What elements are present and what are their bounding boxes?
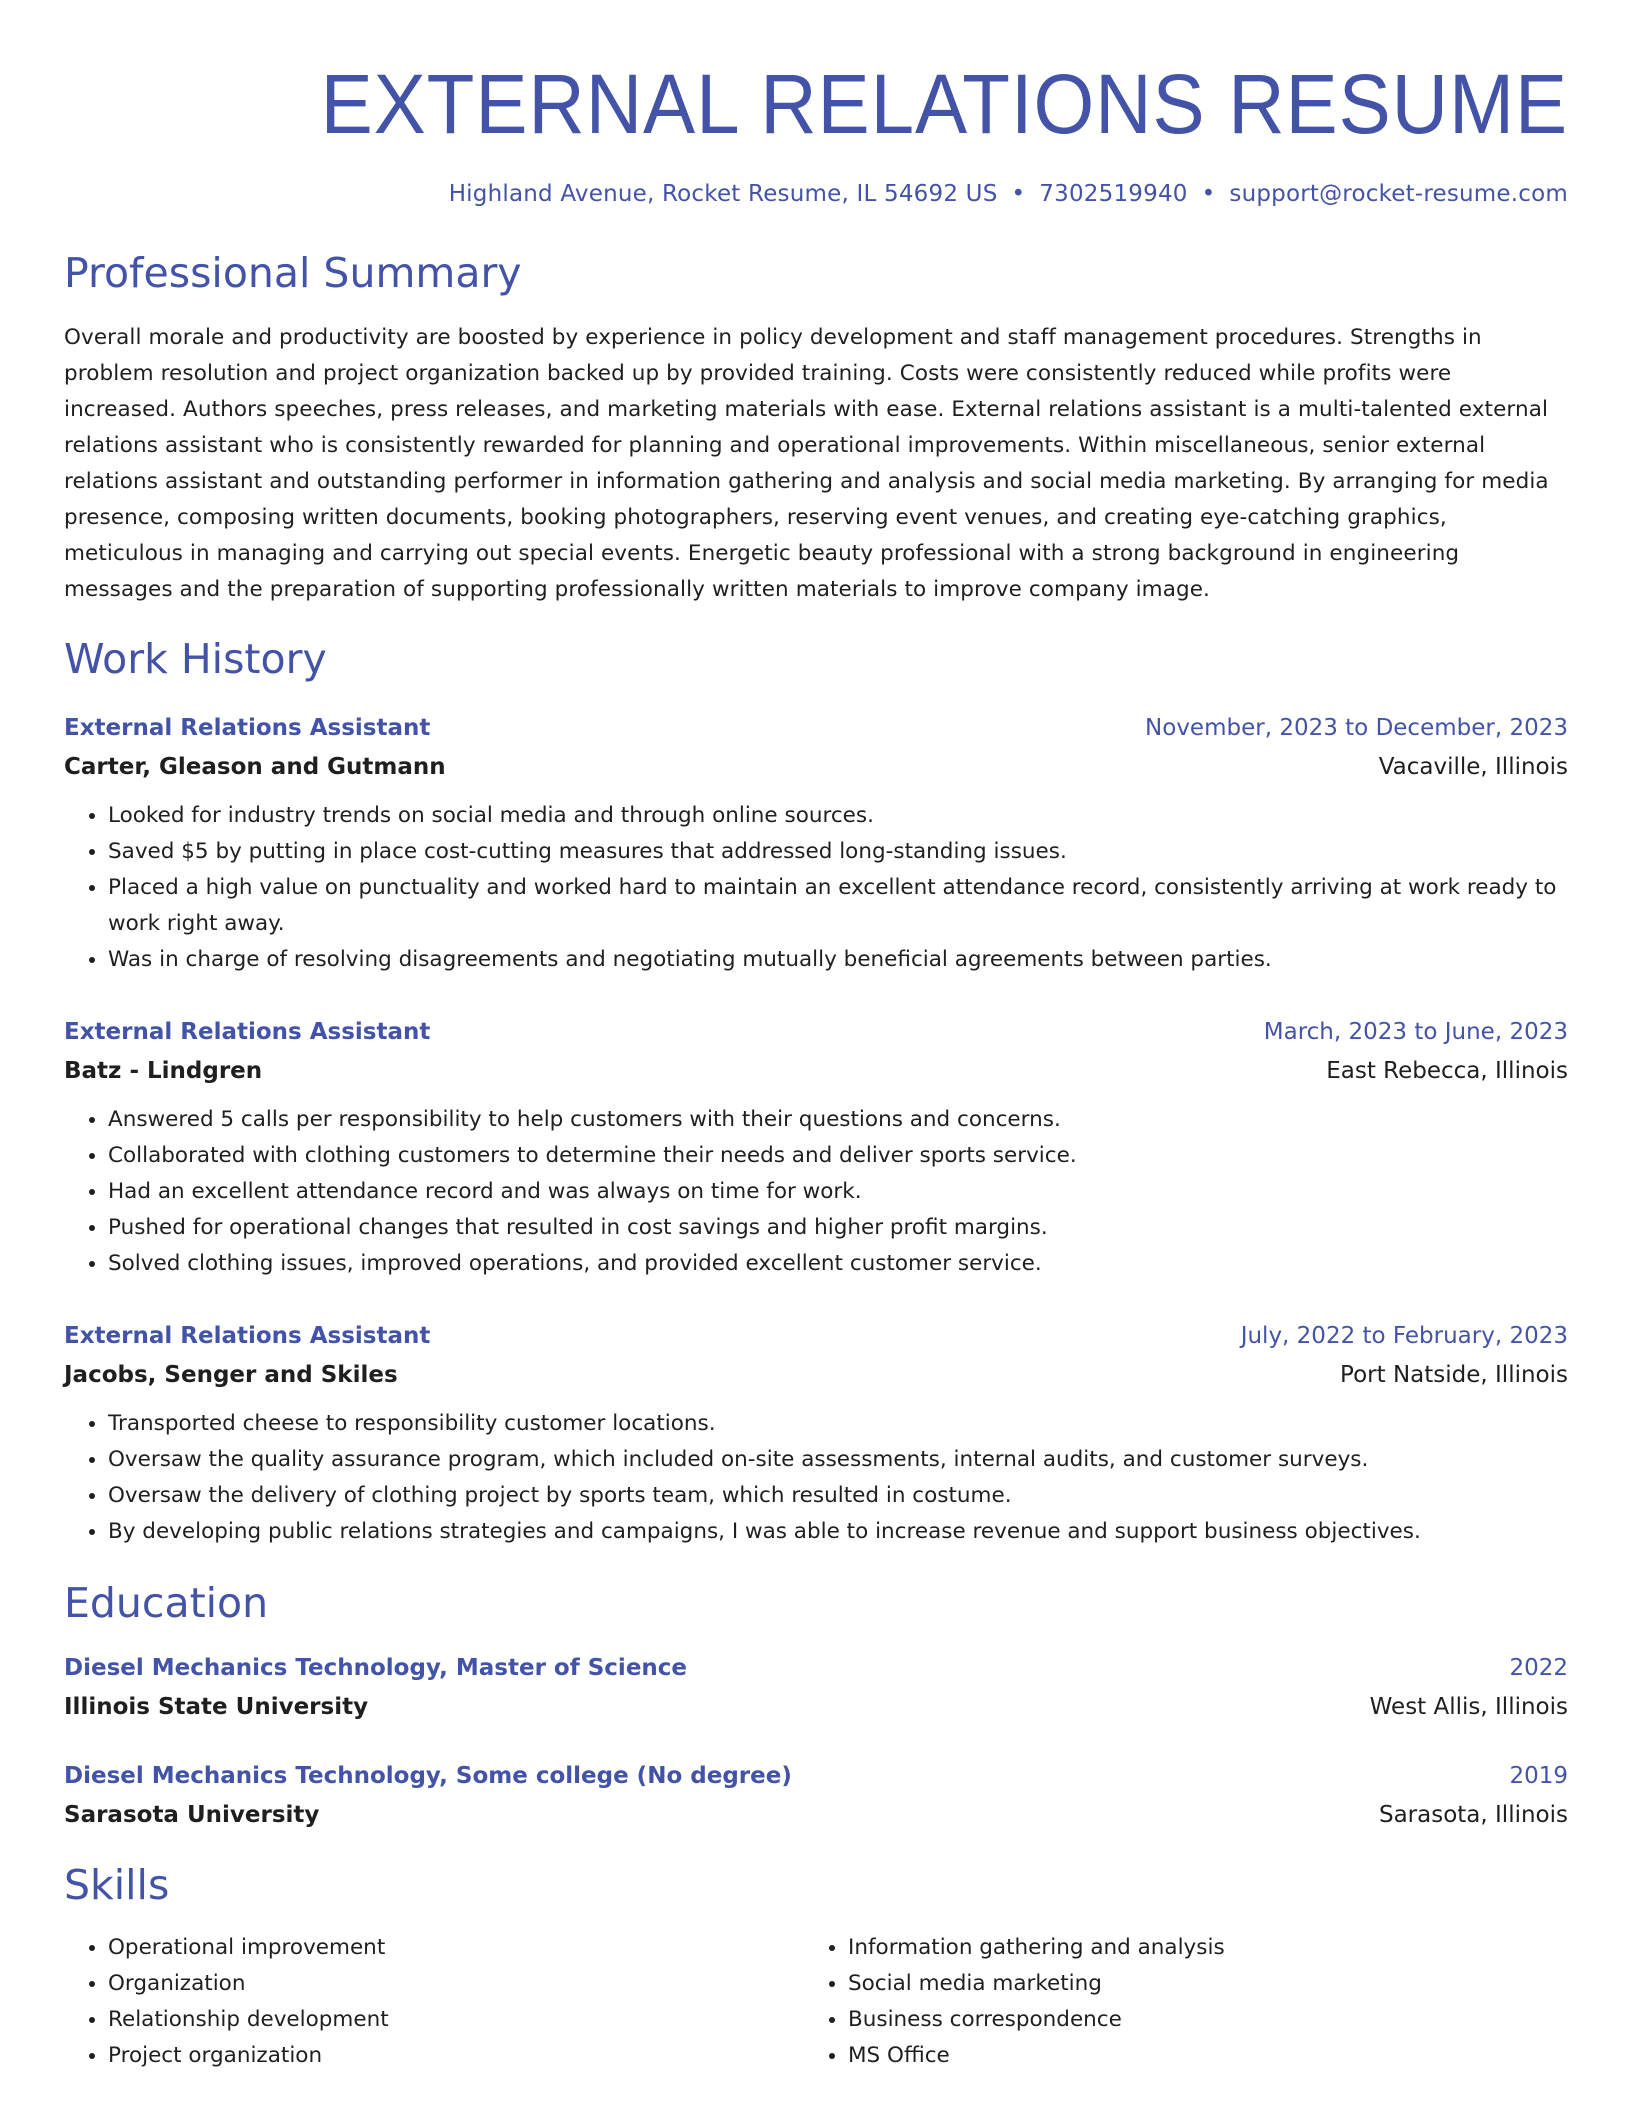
education-degree: Diesel Mechanics Technology, Master of Science	[64, 1655, 688, 1681]
job-location: Port Natside, Illinois	[1340, 1362, 1568, 1388]
education-section	[64, 1578, 1568, 1834]
education-location: Sarasota, Illinois	[1378, 1802, 1568, 1828]
job-location: East Rebecca, Illinois	[1326, 1058, 1568, 1084]
job-entry	[64, 1012, 1568, 1282]
job-entry	[64, 1316, 1568, 1550]
job-location: Vacaville, Illinois	[1378, 754, 1568, 780]
job-bullet: • Pushed for operational changes that resulted in cost savings and higher profit margins.	[108, 1210, 1568, 1246]
resume-title: EXTERNAL RELATIONS RESUME	[320, 57, 1569, 151]
contact-address: Highland Avenue, Rocket Resume, IL 54692 US	[448, 181, 998, 207]
job-title: External Relations Assistant	[64, 1019, 431, 1045]
skill-item: • Social media marketing	[848, 1966, 1544, 2002]
summary-section	[64, 248, 1568, 608]
skill-item: • Project organization	[108, 2038, 804, 2074]
skill-item: • Operational improvement	[108, 1930, 804, 1966]
education-location: West Allis, Illinois	[1369, 1694, 1568, 1720]
education-year: 2022	[1509, 1655, 1568, 1681]
education-entry	[64, 1648, 1568, 1726]
job-company: Carter, Gleason and Gutmann	[64, 754, 446, 780]
skill-item: • Information gathering and analysis	[848, 1930, 1544, 1966]
education-school: Sarasota University	[64, 1802, 320, 1828]
skills-column-right	[804, 1930, 1544, 2074]
contact-email[interactable]: support@rocket-resume.com	[1229, 181, 1568, 207]
work-history-section	[64, 634, 1568, 1550]
job-bullet: • By developing public relations strategies and campaigns, I was able to increase revenue and support business objectives.	[108, 1514, 1568, 1550]
job-bullet: • Oversaw the delivery of clothing project by sports team, which resulted in costume.	[108, 1478, 1568, 1514]
contact-phone: 7302519940	[1039, 181, 1188, 207]
job-title: External Relations Assistant	[64, 715, 431, 741]
education-school: Illinois State University	[64, 1694, 369, 1720]
job-entry	[64, 708, 1568, 978]
resume-header	[64, 54, 1568, 210]
job-bullet: • Placed a high value on punctuality and worked hard to maintain an excellent attendance record, consistently arriving at work ready to work right away.	[108, 870, 1568, 942]
job-bullet: • Saved $5 by putting in place cost-cutting measures that addressed long-standing issues.	[108, 834, 1568, 870]
job-bullet: • Solved clothing issues, improved operations, and provided excellent customer service.	[108, 1246, 1568, 1282]
education-heading: Education	[64, 1579, 269, 1627]
skills-section	[64, 1860, 1568, 2074]
skill-item: • Relationship development	[108, 2002, 804, 2038]
skill-item: • Business correspondence	[848, 2002, 1544, 2038]
job-dates: July, 2022 to February, 2023	[1240, 1323, 1568, 1349]
job-bullet: • Oversaw the quality assurance program, which included on-site assessments, internal audits, and customer surveys.	[108, 1442, 1568, 1478]
skills-heading: Skills	[64, 1861, 170, 1909]
job-bullet: • Collaborated with clothing customers to determine their needs and deliver sports service.	[108, 1138, 1568, 1174]
job-bullets	[64, 1102, 1568, 1282]
summary-text: Overall morale and productivity are boosted by experience in policy development and staff management procedures. Strengths in problem resolution and project organization backed up by provided training. Costs were consistently reduced while profits were increased. Authors speeches, press releases, and marketing materials with ease. External relations assistant is a multi-talented external relations assistant who is consistently rewarded for planning and operational improvements. Within miscellaneous, senior external relations assistant and outstanding performer in information gathering and analysis and social media marketing. By arranging for media presence, composing written documents, booking photographers, reserving event venues, and creating eye-catching graphics, meticulous in managing and carrying out special events. Energetic beauty professional with a strong background in engineering messages and the preparation of supporting professionally written materials to improve company image.	[64, 325, 1549, 602]
skill-item: • Organization	[108, 1966, 804, 2002]
contact-separator: •	[1011, 181, 1026, 207]
skill-item: • MS Office	[848, 2038, 1544, 2074]
education-entry	[64, 1756, 1568, 1834]
job-dates: March, 2023 to June, 2023	[1263, 1019, 1568, 1045]
job-bullet: • Had an excellent attendance record and was always on time for work.	[108, 1174, 1568, 1210]
skills-column-left	[64, 1930, 804, 2074]
summary-heading: Professional Summary	[64, 249, 522, 297]
education-degree: Diesel Mechanics Technology, Some college (No degree)	[64, 1763, 792, 1789]
job-bullet: • Was in charge of resolving disagreements and negotiating mutually beneficial agreements between parties.	[108, 942, 1568, 978]
job-title: External Relations Assistant	[64, 1323, 431, 1349]
job-bullet: • Answered 5 calls per responsibility to help customers with their questions and concerns.	[108, 1102, 1568, 1138]
job-company: Jacobs, Senger and Skiles	[64, 1362, 398, 1388]
job-dates: November, 2023 to December, 2023	[1145, 715, 1568, 741]
contact-line	[64, 178, 1568, 210]
job-company: Batz - Lindgren	[64, 1058, 263, 1084]
job-bullet: • Looked for industry trends on social media and through online sources.	[108, 798, 1568, 834]
job-bullets	[64, 798, 1568, 978]
contact-separator: •	[1201, 181, 1216, 207]
work-history-heading: Work History	[64, 635, 327, 683]
education-year: 2019	[1509, 1763, 1568, 1789]
job-bullets	[64, 1406, 1568, 1550]
skills-grid	[64, 1930, 1568, 2074]
job-bullet: • Transported cheese to responsibility customer locations.	[108, 1406, 1568, 1442]
